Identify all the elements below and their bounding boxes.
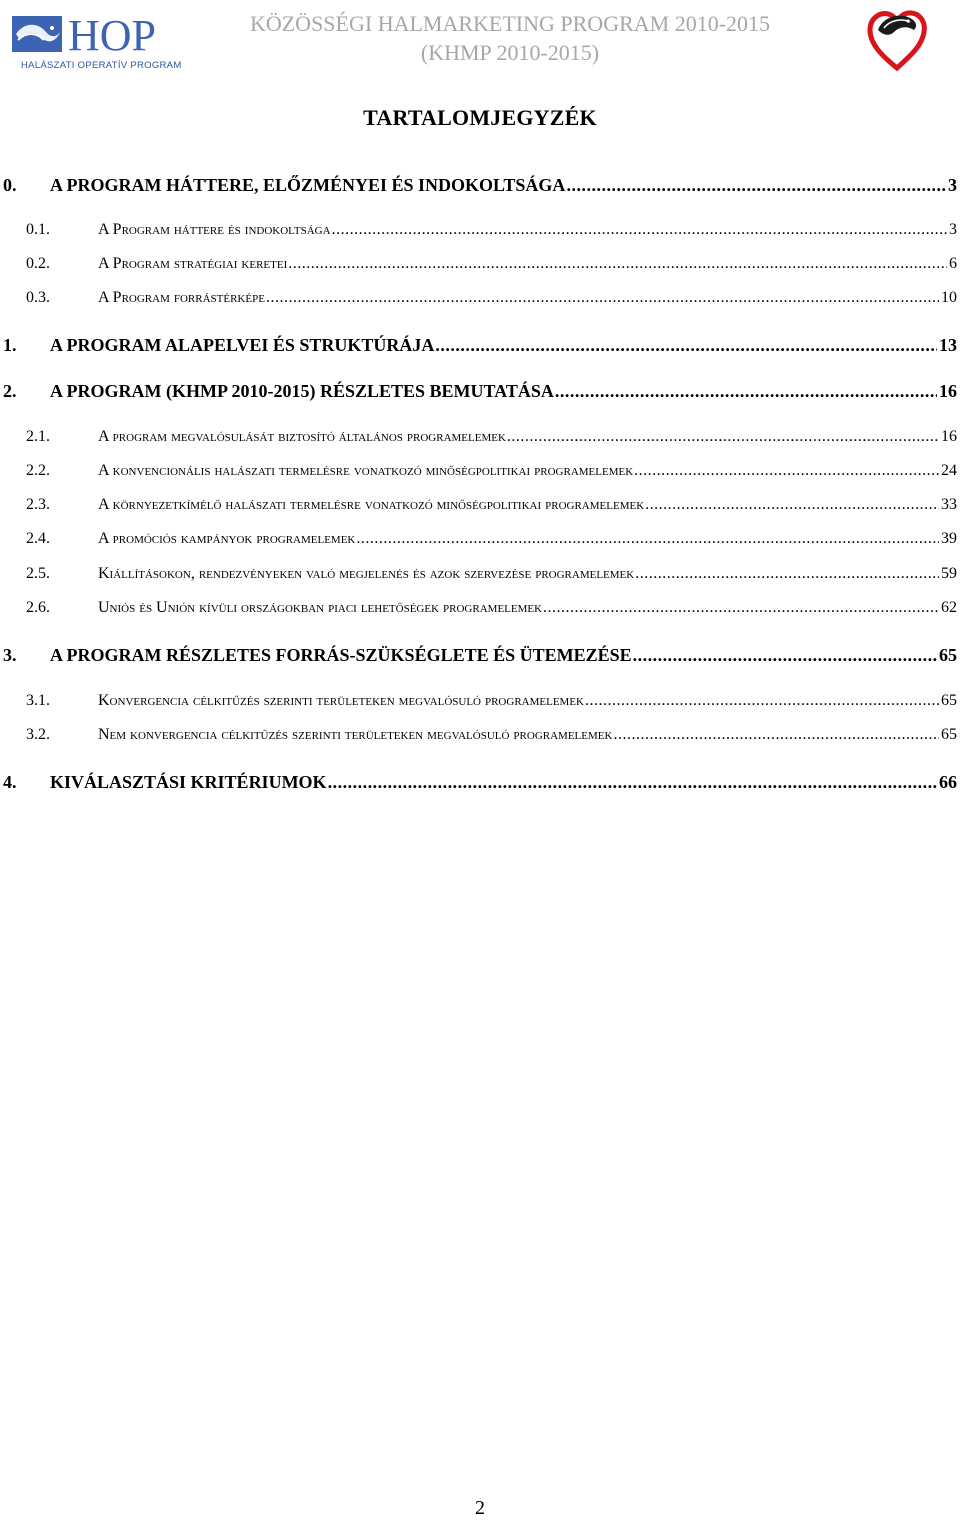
toc-entry[interactable] bbox=[26, 599, 957, 617]
toc-dot-leader bbox=[566, 175, 946, 196]
toc-entry[interactable] bbox=[3, 335, 957, 356]
toc-entry-title[interactable]: Konvergencia célkitűzés szerinti területeken megvalósuló programelemek bbox=[98, 692, 584, 709]
toc-dot-leader bbox=[328, 772, 937, 793]
toc-entry-page: 66 bbox=[939, 772, 957, 792]
toc-dot-leader bbox=[435, 335, 937, 356]
toc-dot-leader bbox=[585, 692, 939, 710]
toc-entry-page: 3 bbox=[949, 221, 957, 238]
toc-entry[interactable] bbox=[26, 565, 957, 583]
toc-entry-number: 3.1. bbox=[26, 692, 50, 709]
toc-entry[interactable] bbox=[26, 428, 957, 446]
toc-entry-number: 2.2. bbox=[26, 462, 50, 479]
toc-entry[interactable] bbox=[3, 175, 957, 196]
toc-dot-leader bbox=[356, 530, 939, 548]
toc-entry[interactable] bbox=[26, 726, 957, 744]
toc-entry-number: 2.4. bbox=[26, 530, 50, 547]
toc-entry-title[interactable]: A Program háttere és indokoltsága bbox=[98, 221, 331, 238]
toc-entry-number: 2. bbox=[3, 381, 17, 401]
toc-entry-page: 6 bbox=[949, 255, 957, 272]
toc-entry-title[interactable]: A konvencionális halászati termelésre vonatkozó minőségpolitikai programelemek bbox=[98, 462, 634, 479]
toc-entry[interactable] bbox=[26, 462, 957, 480]
header-title-line2: (KHMP 2010-2015) bbox=[420, 40, 600, 65]
toc-entry-page: 10 bbox=[941, 289, 957, 306]
toc-entry-page: 33 bbox=[941, 496, 957, 513]
hop-logo-text: HOP bbox=[68, 11, 157, 56]
toc-entry[interactable] bbox=[26, 255, 957, 273]
heart-fish-logo bbox=[864, 4, 930, 74]
toc-entry-title[interactable]: A promóciós kampányok programelemek bbox=[98, 530, 356, 547]
toc-entry-page: 65 bbox=[941, 726, 957, 743]
toc-entry[interactable] bbox=[26, 496, 957, 514]
toc-entry-title[interactable]: A program megvalósulását biztosító általános programelemek bbox=[98, 428, 506, 445]
toc-entry-title[interactable]: A PROGRAM ALAPELVEI ÉS STRUKTÚRÁJA bbox=[50, 335, 435, 355]
toc-dot-leader bbox=[332, 221, 947, 239]
page-header bbox=[0, 0, 960, 80]
toc-entry-title[interactable]: A Program forrástérképe bbox=[98, 289, 265, 306]
toc-entry[interactable] bbox=[3, 645, 957, 666]
toc-heading: TARTALOMJEGYZÉK bbox=[363, 105, 597, 130]
toc-entry-number: 0. bbox=[3, 175, 17, 195]
hop-logo-subtitle: HALÁSZATI OPERATÍV PROGRAM bbox=[21, 60, 182, 71]
toc-dot-leader bbox=[633, 645, 937, 666]
header-title bbox=[215, 9, 805, 67]
toc-entry-page: 16 bbox=[939, 381, 957, 401]
toc-dot-leader bbox=[613, 726, 939, 744]
toc-entry-title[interactable]: A Program stratégiai keretei bbox=[98, 255, 288, 272]
toc-entry-number: 0.3. bbox=[26, 289, 50, 306]
toc-entry-number: 2.1. bbox=[26, 428, 50, 445]
toc-entry-title[interactable]: A PROGRAM RÉSZLETES FORRÁS-SZÜKSÉGLETE ÉS ÜTEMEZÉSE bbox=[50, 645, 632, 665]
toc-entry-number: 4. bbox=[3, 772, 17, 792]
toc-dot-leader bbox=[266, 289, 939, 307]
toc-dot-leader bbox=[555, 381, 937, 402]
toc-entry-number: 3.2. bbox=[26, 726, 50, 743]
toc-dot-leader bbox=[288, 255, 947, 273]
toc-entry[interactable] bbox=[26, 692, 957, 710]
toc-entry-page: 13 bbox=[939, 335, 957, 355]
toc-dot-leader bbox=[635, 565, 939, 583]
toc-entry[interactable] bbox=[26, 289, 957, 307]
toc-entry-page: 3 bbox=[948, 175, 957, 195]
toc-entry-page: 65 bbox=[941, 692, 957, 709]
hop-logo bbox=[10, 10, 182, 71]
toc-entry[interactable] bbox=[26, 530, 957, 548]
toc-entry-page: 59 bbox=[941, 565, 957, 582]
toc-entry[interactable] bbox=[26, 221, 957, 239]
toc-entry-page: 65 bbox=[939, 645, 957, 665]
toc-entry-page: 16 bbox=[941, 428, 957, 445]
toc-entry-number: 2.3. bbox=[26, 496, 50, 513]
toc-entry-title[interactable]: KIVÁLASZTÁSI KRITÉRIUMOK bbox=[50, 772, 327, 792]
toc-entry[interactable] bbox=[3, 772, 957, 793]
toc-entry-number: 3. bbox=[3, 645, 17, 665]
toc-entry-title[interactable]: Uniós és Unión kívüli országokban piaci lehetőségek programelemek bbox=[98, 599, 543, 616]
toc-dot-leader bbox=[507, 428, 939, 446]
page-number: 2 bbox=[475, 1497, 485, 1519]
toc-entry-number: 2.5. bbox=[26, 565, 50, 582]
toc-entry-title[interactable]: A PROGRAM (KHMP 2010-2015) RÉSZLETES BEMUTATÁSA bbox=[50, 381, 554, 401]
toc-entry-number: 0.2. bbox=[26, 255, 50, 272]
toc-dot-leader bbox=[634, 462, 939, 480]
header-title-line1: KÖZÖSSÉGI HALMARKETING PROGRAM 2010-2015 bbox=[249, 11, 771, 36]
toc-entry-number: 1. bbox=[3, 335, 17, 355]
toc-entry-title[interactable]: Kiállításokon, rendezvényeken való megjelenés és azok szervezése programelemek bbox=[98, 565, 635, 582]
toc-entry-title[interactable]: A környezetkímélő halászati termelésre vonatkozó minőségpolitikai programelemek bbox=[98, 496, 645, 513]
toc-dot-leader bbox=[645, 496, 939, 514]
toc-entry-number: 2.6. bbox=[26, 599, 50, 616]
toc-entry-number: 0.1. bbox=[26, 221, 50, 238]
toc-entry-page: 62 bbox=[941, 599, 957, 616]
toc-entry-page: 39 bbox=[941, 530, 957, 547]
toc-dot-leader bbox=[543, 599, 939, 617]
toc-entry-title[interactable]: A PROGRAM HÁTTERE, ELŐZMÉNYEI ÉS INDOKOLTSÁGA bbox=[50, 175, 566, 195]
toc-entry[interactable] bbox=[3, 381, 957, 402]
toc-entry-page: 24 bbox=[941, 462, 957, 479]
toc-entry-title[interactable]: Nem konvergencia célkitűzés szerinti területeken megvalósuló programelemek bbox=[98, 726, 613, 743]
